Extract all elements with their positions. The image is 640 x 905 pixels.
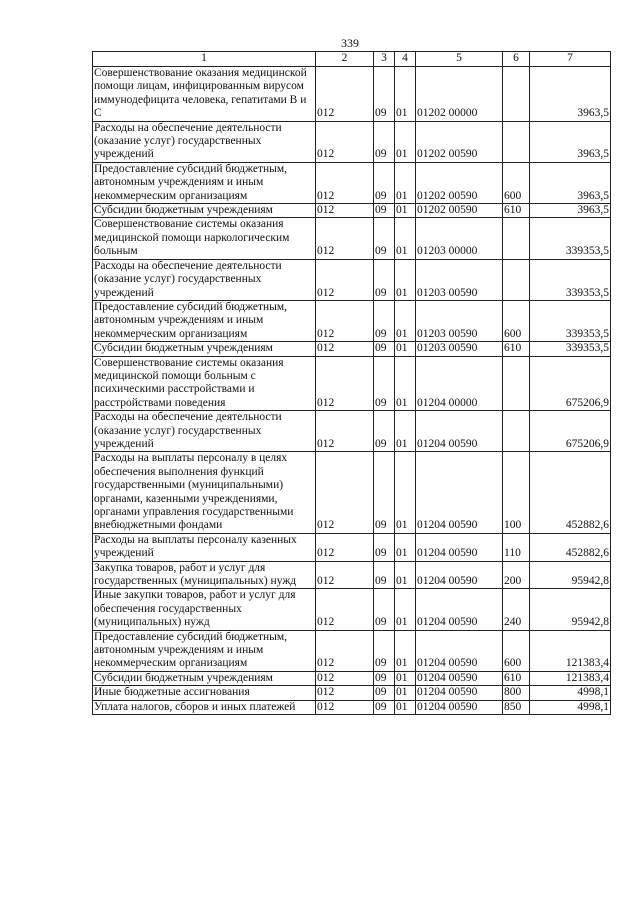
expense-name-cell: Субсидии бюджетным учреждениям [93, 342, 316, 356]
section-code-cell: 09 [374, 356, 395, 411]
ministry-code-cell: 012 [316, 686, 374, 700]
expense-type-cell: 600 [503, 630, 530, 671]
section-code-cell: 09 [374, 67, 395, 122]
expense-name-cell: Расходы на обеспечение деятельности (оказание услуг) государственных учреждений [93, 259, 316, 300]
table-row [93, 204, 611, 218]
ministry-code-cell: 012 [316, 533, 374, 561]
expense-type-cell [503, 67, 530, 122]
section-code-cell: 09 [374, 204, 395, 218]
subsection-code-cell: 01 [395, 300, 416, 341]
table-row [93, 300, 611, 341]
amount-cell: 3963,5 [530, 162, 611, 203]
expense-name-cell: Предоставление субсидий бюджетным, автономным учреждениям и иным некоммерческим организациям [93, 300, 316, 341]
target-article-cell: 01204 00590 [416, 561, 503, 589]
expense-name-cell: Закупка товаров, работ и услуг для государственных (муниципальных) нужд [93, 561, 316, 589]
section-code-cell: 09 [374, 121, 395, 162]
expense-name-cell: Совершенствование системы оказания медицинской помощи больным с психическими расстройствами и расстройствами поведения [93, 356, 316, 411]
table-row [93, 686, 611, 700]
subsection-code-cell: 01 [395, 121, 416, 162]
table-row [93, 67, 611, 122]
expense-type-cell: 800 [503, 686, 530, 700]
table-row [93, 533, 611, 561]
expense-name-cell: Совершенствование оказания медицинской помощи лицам, инфицированным вирусом иммунодефицита человека, гепатитами В и С [93, 67, 316, 122]
expense-type-cell: 600 [503, 162, 530, 203]
amount-cell: 339353,5 [530, 300, 611, 341]
target-article-cell: 01204 00590 [416, 411, 503, 452]
amount-cell: 95942,8 [530, 561, 611, 589]
target-article-cell: 01204 00590 [416, 671, 503, 685]
expense-type-cell: 610 [503, 342, 530, 356]
ministry-code-cell: 012 [316, 204, 374, 218]
expense-name-cell: Расходы на выплаты персоналу казенных учреждений [93, 533, 316, 561]
ministry-code-cell: 012 [316, 671, 374, 685]
subsection-code-cell: 01 [395, 561, 416, 589]
target-article-cell: 01204 00590 [416, 700, 503, 714]
amount-cell: 339353,5 [530, 259, 611, 300]
subsection-code-cell: 01 [395, 700, 416, 714]
ministry-code-cell: 012 [316, 342, 374, 356]
subsection-code-cell: 01 [395, 218, 416, 259]
expense-name-cell: Предоставление субсидий бюджетным, автономным учреждениям и иным некоммерческим организациям [93, 162, 316, 203]
header-cell: 5 [416, 52, 503, 67]
expense-type-cell: 850 [503, 700, 530, 714]
table-row [93, 259, 611, 300]
subsection-code-cell: 01 [395, 533, 416, 561]
expense-name-cell: Расходы на обеспечение деятельности (оказание услуг) государственных учреждений [93, 121, 316, 162]
table-row [93, 589, 611, 630]
section-code-cell: 09 [374, 300, 395, 341]
target-article-cell: 01203 00000 [416, 218, 503, 259]
subsection-code-cell: 01 [395, 589, 416, 630]
expense-name-cell: Расходы на выплаты персоналу в целях обеспечения выполнения функций государственными (муниципальными) органами, казенными учреждениями, органами управления государственными внебюджетными фондами [93, 452, 316, 533]
table-row [93, 121, 611, 162]
amount-cell: 121383,4 [530, 630, 611, 671]
target-article-cell: 01202 00000 [416, 67, 503, 122]
subsection-code-cell: 01 [395, 204, 416, 218]
amount-cell: 95942,8 [530, 589, 611, 630]
amount-cell: 339353,5 [530, 342, 611, 356]
ministry-code-cell: 012 [316, 356, 374, 411]
expense-type-cell [503, 121, 530, 162]
expense-type-cell [503, 218, 530, 259]
expense-name-cell: Предоставление субсидий бюджетным, автономным учреждениям и иным некоммерческим организациям [93, 630, 316, 671]
page-number: 339 [341, 36, 359, 50]
expense-name-cell: Расходы на обеспечение деятельности (оказание услуг) государственных учреждений [93, 411, 316, 452]
table-header-row [93, 52, 611, 67]
amount-cell: 339353,5 [530, 218, 611, 259]
ministry-code-cell: 012 [316, 218, 374, 259]
section-code-cell: 09 [374, 700, 395, 714]
ministry-code-cell: 012 [316, 259, 374, 300]
expense-type-cell: 100 [503, 452, 530, 533]
expense-type-cell [503, 356, 530, 411]
subsection-code-cell: 01 [395, 259, 416, 300]
table-row [93, 671, 611, 685]
target-article-cell: 01203 00590 [416, 259, 503, 300]
subsection-code-cell: 01 [395, 162, 416, 203]
amount-cell: 4998,1 [530, 686, 611, 700]
header-cell: 1 [93, 52, 316, 67]
section-code-cell: 09 [374, 162, 395, 203]
section-code-cell: 09 [374, 561, 395, 589]
subsection-code-cell: 01 [395, 67, 416, 122]
amount-cell: 452882,6 [530, 533, 611, 561]
section-code-cell: 09 [374, 589, 395, 630]
ministry-code-cell: 012 [316, 452, 374, 533]
expense-type-cell [503, 411, 530, 452]
section-code-cell: 09 [374, 342, 395, 356]
table-row [93, 630, 611, 671]
table-row [93, 561, 611, 589]
section-code-cell: 09 [374, 671, 395, 685]
table-row [93, 411, 611, 452]
section-code-cell: 09 [374, 630, 395, 671]
ministry-code-cell: 012 [316, 121, 374, 162]
ministry-code-cell: 012 [316, 67, 374, 122]
table-row [93, 700, 611, 714]
expense-name-cell: Иные бюджетные ассигнования [93, 686, 316, 700]
subsection-code-cell: 01 [395, 686, 416, 700]
amount-cell: 121383,4 [530, 671, 611, 685]
subsection-code-cell: 01 [395, 356, 416, 411]
target-article-cell: 01203 00590 [416, 342, 503, 356]
target-article-cell: 01204 00590 [416, 630, 503, 671]
target-article-cell: 01204 00590 [416, 533, 503, 561]
target-article-cell: 01204 00000 [416, 356, 503, 411]
ministry-code-cell: 012 [316, 561, 374, 589]
section-code-cell: 09 [374, 452, 395, 533]
expense-type-cell: 240 [503, 589, 530, 630]
expense-type-cell: 610 [503, 204, 530, 218]
section-code-cell: 09 [374, 686, 395, 700]
header-cell: 6 [503, 52, 530, 67]
table-row [93, 342, 611, 356]
amount-cell: 675206,9 [530, 356, 611, 411]
target-article-cell: 01202 00590 [416, 162, 503, 203]
amount-cell: 452882,6 [530, 452, 611, 533]
subsection-code-cell: 01 [395, 342, 416, 356]
expense-type-cell: 200 [503, 561, 530, 589]
target-article-cell: 01202 00590 [416, 204, 503, 218]
expense-type-cell: 110 [503, 533, 530, 561]
table-row [93, 356, 611, 411]
expense-name-cell: Совершенствование системы оказания медицинской помощи наркологическим больным [93, 218, 316, 259]
amount-cell: 3963,5 [530, 121, 611, 162]
section-code-cell: 09 [374, 411, 395, 452]
expense-name-cell: Субсидии бюджетным учреждениям [93, 204, 316, 218]
expense-type-cell: 610 [503, 671, 530, 685]
header-cell: 7 [530, 52, 611, 67]
budget-table [92, 51, 611, 715]
target-article-cell: 01204 00590 [416, 686, 503, 700]
amount-cell: 3963,5 [530, 67, 611, 122]
ministry-code-cell: 012 [316, 162, 374, 203]
subsection-code-cell: 01 [395, 452, 416, 533]
table-row [93, 218, 611, 259]
expense-type-cell [503, 259, 530, 300]
subsection-code-cell: 01 [395, 411, 416, 452]
ministry-code-cell: 012 [316, 300, 374, 341]
amount-cell: 675206,9 [530, 411, 611, 452]
header-cell: 4 [395, 52, 416, 67]
section-code-cell: 09 [374, 259, 395, 300]
expense-name-cell: Субсидии бюджетным учреждениям [93, 671, 316, 685]
target-article-cell: 01203 00590 [416, 300, 503, 341]
section-code-cell: 09 [374, 218, 395, 259]
ministry-code-cell: 012 [316, 411, 374, 452]
subsection-code-cell: 01 [395, 671, 416, 685]
amount-cell: 4998,1 [530, 700, 611, 714]
header-cell: 2 [316, 52, 374, 67]
target-article-cell: 01202 00590 [416, 121, 503, 162]
target-article-cell: 01204 00590 [416, 452, 503, 533]
table-row [93, 452, 611, 533]
amount-cell: 3963,5 [530, 204, 611, 218]
section-code-cell: 09 [374, 533, 395, 561]
subsection-code-cell: 01 [395, 630, 416, 671]
expense-name-cell: Иные закупки товаров, работ и услуг для обеспечения государственных (муниципальных) нужд [93, 589, 316, 630]
expense-type-cell: 600 [503, 300, 530, 341]
header-cell: 3 [374, 52, 395, 67]
table-row [93, 162, 611, 203]
expense-name-cell: Уплата налогов, сборов и иных платежей [93, 700, 316, 714]
ministry-code-cell: 012 [316, 700, 374, 714]
ministry-code-cell: 012 [316, 589, 374, 630]
ministry-code-cell: 012 [316, 630, 374, 671]
target-article-cell: 01204 00590 [416, 589, 503, 630]
